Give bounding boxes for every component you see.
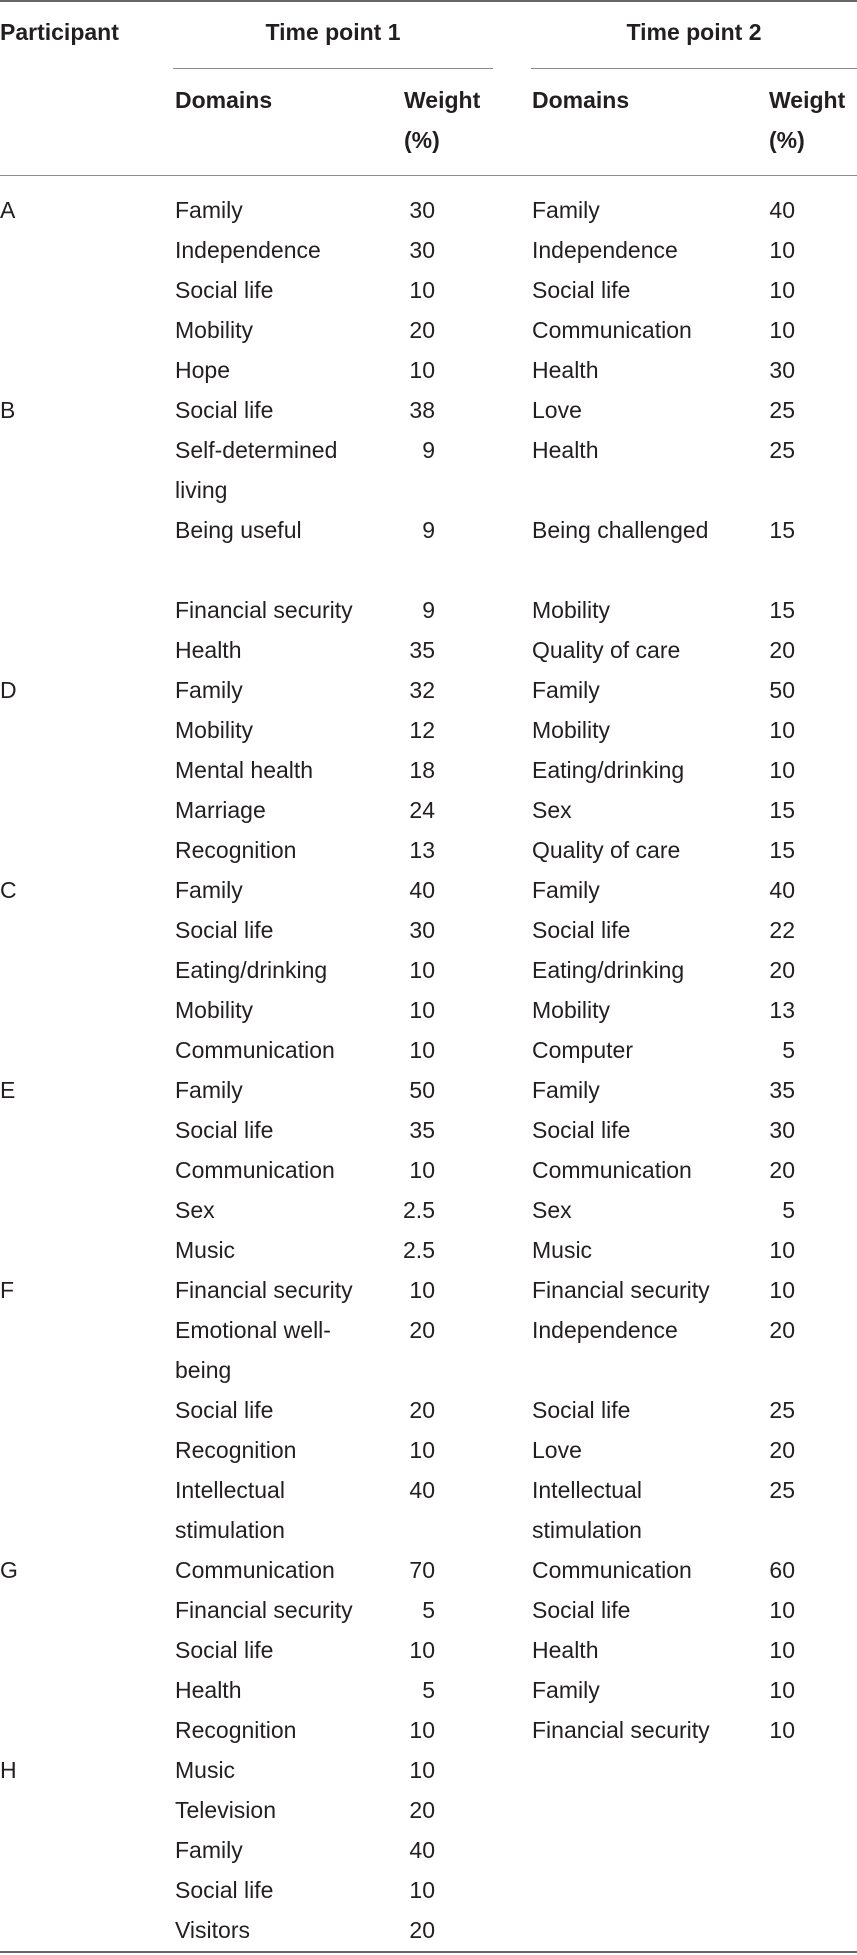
domain-tp1-cell: Health bbox=[175, 637, 242, 663]
domain-tp1-cell: Financial security bbox=[175, 1277, 353, 1303]
table-row bbox=[0, 630, 857, 670]
table-row bbox=[0, 1830, 857, 1870]
domain-tp2-cell: Financial security bbox=[532, 1717, 710, 1743]
bottom-rule bbox=[0, 1951, 857, 1953]
table-row bbox=[0, 270, 857, 310]
domain-tp2-cell: Love bbox=[532, 397, 582, 423]
domain-tp1-cell: Recognition bbox=[175, 1437, 297, 1463]
domain-tp2-cell: Music bbox=[532, 1237, 593, 1263]
weight-tp1-cell: 2.5 bbox=[403, 1197, 435, 1223]
weight-tp1-cell: 10 bbox=[409, 997, 435, 1023]
weight-tp2-cell: 20 bbox=[769, 1437, 795, 1463]
domain-tp1-cell: Mobility bbox=[175, 317, 253, 343]
participant-cell: D bbox=[0, 677, 17, 703]
header-participant: Participant bbox=[0, 19, 119, 45]
weight-tp2-cell: 30 bbox=[769, 1117, 795, 1143]
weight-tp2-cell: 10 bbox=[769, 1677, 795, 1703]
weight-tp2-cell: 20 bbox=[769, 1317, 795, 1343]
weight-tp2-cell: 40 bbox=[769, 877, 795, 903]
table-row bbox=[0, 1110, 857, 1150]
domain-tp1-cell: Emotional well-being bbox=[175, 1317, 331, 1383]
domain-tp2-cell: Independence bbox=[532, 1317, 678, 1343]
weight-tp1-cell: 40 bbox=[409, 1837, 435, 1863]
table-row bbox=[0, 1630, 857, 1670]
weight-tp1-cell: 30 bbox=[409, 237, 435, 263]
table-row bbox=[0, 1270, 857, 1310]
weight-tp2-cell: 15 bbox=[769, 597, 795, 623]
header-domains-tp1: Domains bbox=[175, 87, 273, 113]
domain-tp2-cell: Social life bbox=[532, 1397, 631, 1423]
table-row bbox=[0, 1390, 857, 1430]
table-row bbox=[0, 1590, 857, 1630]
table-row bbox=[0, 390, 857, 430]
weight-tp1-cell: 32 bbox=[409, 677, 435, 703]
domain-tp1-cell: Mobility bbox=[175, 997, 253, 1023]
domain-tp1-cell: Communication bbox=[175, 1037, 335, 1063]
domain-tp1-cell: Social life bbox=[175, 1637, 274, 1663]
domain-tp1-cell: Family bbox=[175, 677, 243, 703]
weight-tp2-cell: 25 bbox=[769, 1477, 795, 1503]
domain-tp2-cell: Mobility bbox=[532, 997, 610, 1023]
domain-tp2-cell: Communication bbox=[532, 1557, 692, 1583]
domain-tp2-cell: Social life bbox=[532, 277, 631, 303]
domain-tp2-cell: Computer bbox=[532, 1037, 633, 1063]
weight-tp2-cell: 5 bbox=[782, 1197, 795, 1223]
domain-tp1-cell: Mobility bbox=[175, 717, 253, 743]
weight-tp2-cell: 35 bbox=[769, 1077, 795, 1103]
weight-tp2-cell: 10 bbox=[769, 1597, 795, 1623]
table-row bbox=[0, 1670, 857, 1710]
weight-tp1-cell: 10 bbox=[409, 1277, 435, 1303]
table-row bbox=[0, 590, 857, 630]
weight-tp1-cell: 30 bbox=[409, 917, 435, 943]
participant-cell: E bbox=[0, 1077, 16, 1103]
table-row bbox=[0, 1470, 857, 1550]
table-row bbox=[0, 1070, 857, 1110]
weight-tp2-cell: 22 bbox=[769, 917, 795, 943]
weight-tp1-cell: 18 bbox=[409, 757, 435, 783]
domain-tp1-cell: Family bbox=[175, 197, 243, 223]
weight-tp1-cell: 9 bbox=[422, 517, 435, 543]
domain-tp2-cell: Health bbox=[532, 357, 599, 383]
header-time-point-2: Time point 2 bbox=[626, 19, 762, 45]
weight-tp1-cell: 40 bbox=[409, 1477, 435, 1503]
table-row bbox=[0, 1910, 857, 1950]
header-bottom-rule bbox=[0, 175, 857, 176]
table-row bbox=[0, 1150, 857, 1190]
table-row bbox=[0, 950, 857, 990]
weight-tp2-cell: 60 bbox=[769, 1557, 795, 1583]
weight-tp1-cell: 10 bbox=[409, 357, 435, 383]
domain-tp1-cell: Social life bbox=[175, 397, 274, 423]
weight-tp1-cell: 5 bbox=[422, 1597, 435, 1623]
time-point-1-span-rule bbox=[173, 68, 493, 69]
time-point-2-span-rule bbox=[531, 68, 857, 69]
participant-cell: A bbox=[0, 197, 16, 223]
table-row bbox=[0, 1750, 857, 1790]
domain-tp1-cell: Television bbox=[175, 1797, 276, 1823]
weight-tp1-cell: 10 bbox=[409, 1757, 435, 1783]
weight-tp1-cell: 35 bbox=[409, 1117, 435, 1143]
domain-tp2-cell: Sex bbox=[532, 1197, 572, 1223]
weight-tp1-cell: 13 bbox=[409, 837, 435, 863]
domain-tp2-cell: Intellectual stimulation bbox=[532, 1477, 642, 1543]
weight-tp2-cell: 15 bbox=[769, 517, 795, 543]
domain-tp1-cell: Social life bbox=[175, 917, 274, 943]
domain-tp1-cell: Social life bbox=[175, 1117, 274, 1143]
weight-tp2-cell: 10 bbox=[769, 277, 795, 303]
header-time-point-1: Time point 1 bbox=[265, 19, 401, 45]
weight-tp1-cell: 10 bbox=[409, 277, 435, 303]
domain-tp1-cell: Family bbox=[175, 1837, 243, 1863]
weight-tp1-cell: 20 bbox=[409, 1317, 435, 1343]
table-row bbox=[0, 1310, 857, 1390]
header-domains-tp2: Domains bbox=[532, 87, 630, 113]
domain-tp1-cell: Communication bbox=[175, 1557, 335, 1583]
domain-tp2-cell: Family bbox=[532, 1677, 600, 1703]
domain-tp2-cell: Sex bbox=[532, 797, 572, 823]
domain-tp1-cell: Financial security bbox=[175, 1597, 353, 1623]
domain-tp1-cell: Independence bbox=[175, 237, 321, 263]
header-weight-tp1: Weight (%) bbox=[404, 87, 481, 153]
weight-tp1-cell: 9 bbox=[422, 597, 435, 623]
weight-tp2-cell: 10 bbox=[769, 317, 795, 343]
domain-tp2-cell: Eating/drinking bbox=[532, 957, 685, 983]
weight-tp1-cell: 70 bbox=[409, 1557, 435, 1583]
table-row bbox=[0, 670, 857, 710]
header-weight-tp2: Weight (%) bbox=[769, 87, 846, 153]
domain-tp2-cell: Family bbox=[532, 877, 600, 903]
domain-tp2-cell: Communication bbox=[532, 1157, 692, 1183]
table-row bbox=[0, 430, 857, 510]
domain-tp2-cell: Social life bbox=[532, 1597, 631, 1623]
domain-tp1-cell: Family bbox=[175, 877, 243, 903]
domain-tp2-cell: Family bbox=[532, 197, 600, 223]
domain-tp2-cell: Family bbox=[532, 677, 600, 703]
domain-tp2-cell: Financial security bbox=[532, 1277, 710, 1303]
weight-tp2-cell: 20 bbox=[769, 957, 795, 983]
weight-tp1-cell: 10 bbox=[409, 1437, 435, 1463]
participant-cell: F bbox=[0, 1277, 15, 1303]
domain-tp1-cell: Music bbox=[175, 1237, 236, 1263]
domain-tp1-cell: Intellectual stimulation bbox=[175, 1477, 285, 1543]
weight-tp1-cell: 10 bbox=[409, 957, 435, 983]
weight-tp1-cell: 10 bbox=[409, 1157, 435, 1183]
weight-tp1-cell: 12 bbox=[409, 717, 435, 743]
table-row bbox=[0, 830, 857, 870]
weight-tp1-cell: 35 bbox=[409, 637, 435, 663]
weight-tp2-cell: 20 bbox=[769, 637, 795, 663]
weight-tp1-cell: 20 bbox=[409, 1397, 435, 1423]
table-row bbox=[0, 870, 857, 910]
weight-tp2-cell: 15 bbox=[769, 797, 795, 823]
weight-tp1-cell: 10 bbox=[409, 1637, 435, 1663]
table-row bbox=[0, 190, 857, 230]
weight-tp2-cell: 10 bbox=[769, 1637, 795, 1663]
weight-tp2-cell: 25 bbox=[769, 1397, 795, 1423]
domain-tp2-cell: Family bbox=[532, 1077, 600, 1103]
table-body bbox=[0, 190, 857, 1950]
table-row bbox=[0, 1190, 857, 1230]
table-row bbox=[0, 750, 857, 790]
weight-tp2-cell: 10 bbox=[769, 717, 795, 743]
table-row bbox=[0, 1550, 857, 1590]
participant-cell: B bbox=[0, 397, 16, 423]
domain-tp1-cell: Social life bbox=[175, 1397, 274, 1423]
top-rule bbox=[0, 0, 857, 2]
domain-tp2-cell: Quality of care bbox=[532, 637, 681, 663]
domain-tp1-cell: Music bbox=[175, 1757, 236, 1783]
weight-tp1-cell: 10 bbox=[409, 1717, 435, 1743]
weight-tp1-cell: 9 bbox=[422, 437, 435, 463]
weight-tp1-cell: 30 bbox=[409, 197, 435, 223]
domain-tp2-cell: Mobility bbox=[532, 717, 610, 743]
table-row bbox=[0, 1430, 857, 1470]
domain-tp1-cell: Sex bbox=[175, 1197, 215, 1223]
weight-tp1-cell: 38 bbox=[409, 397, 435, 423]
weight-tp2-cell: 15 bbox=[769, 837, 795, 863]
table-row bbox=[0, 230, 857, 270]
weight-tp2-cell: 10 bbox=[769, 1717, 795, 1743]
weight-tp1-cell: 20 bbox=[409, 1917, 435, 1943]
domain-tp1-cell: Family bbox=[175, 1077, 243, 1103]
weight-tp2-cell: 10 bbox=[769, 1237, 795, 1263]
domain-tp2-cell: Social life bbox=[532, 1117, 631, 1143]
table-row bbox=[0, 990, 857, 1030]
table-row bbox=[0, 710, 857, 750]
weight-tp1-cell: 40 bbox=[409, 877, 435, 903]
participant-cell: C bbox=[0, 877, 17, 903]
weight-tp1-cell: 10 bbox=[409, 1037, 435, 1063]
domain-tp1-cell: Recognition bbox=[175, 1717, 297, 1743]
weight-tp2-cell: 30 bbox=[769, 357, 795, 383]
weight-tp2-cell: 10 bbox=[769, 237, 795, 263]
weight-tp1-cell: 50 bbox=[409, 1077, 435, 1103]
domain-tp1-cell: Communication bbox=[175, 1157, 335, 1183]
domain-tp1-cell: Eating/drinking bbox=[175, 957, 328, 983]
weight-tp2-cell: 10 bbox=[769, 757, 795, 783]
weight-tp1-cell: 20 bbox=[409, 1797, 435, 1823]
domain-tp1-cell: Health bbox=[175, 1677, 242, 1703]
domain-tp1-cell: Social life bbox=[175, 1877, 274, 1903]
domain-tp1-cell: Self-determined living bbox=[175, 437, 338, 503]
domain-tp1-cell: Being useful bbox=[175, 517, 302, 543]
domain-tp2-cell: Health bbox=[532, 437, 599, 463]
domain-tp2-cell: Mobility bbox=[532, 597, 610, 623]
weight-tp2-cell: 50 bbox=[769, 677, 795, 703]
participant-cell: G bbox=[0, 1557, 18, 1583]
domain-tp2-cell: Independence bbox=[532, 237, 678, 263]
domain-tp2-cell: Being challenged bbox=[532, 517, 709, 543]
domain-tp1-cell: Financial security bbox=[175, 597, 353, 623]
weight-tp1-cell: 10 bbox=[409, 1877, 435, 1903]
participant-cell: H bbox=[0, 1757, 17, 1783]
weight-tp2-cell: 25 bbox=[769, 437, 795, 463]
domain-tp2-cell: Eating/drinking bbox=[532, 757, 685, 783]
domain-tp1-cell: Mental health bbox=[175, 757, 314, 783]
table-row bbox=[0, 1870, 857, 1910]
table-row bbox=[0, 510, 857, 590]
domain-tp1-cell: Hope bbox=[175, 357, 230, 383]
weight-tp1-cell: 5 bbox=[422, 1677, 435, 1703]
table-row bbox=[0, 310, 857, 350]
domain-tp2-cell: Love bbox=[532, 1437, 582, 1463]
table-row bbox=[0, 1710, 857, 1750]
table-row bbox=[0, 910, 857, 950]
weight-tp2-cell: 10 bbox=[769, 1277, 795, 1303]
table-row bbox=[0, 790, 857, 830]
table-row bbox=[0, 1230, 857, 1270]
weight-tp2-cell: 5 bbox=[782, 1037, 795, 1063]
weight-tp2-cell: 13 bbox=[769, 997, 795, 1023]
weight-tp1-cell: 24 bbox=[409, 797, 435, 823]
weight-tp1-cell: 20 bbox=[409, 317, 435, 343]
table-row bbox=[0, 1030, 857, 1070]
domain-tp2-cell: Quality of care bbox=[532, 837, 681, 863]
domain-tp1-cell: Social life bbox=[175, 277, 274, 303]
weight-tp2-cell: 20 bbox=[769, 1157, 795, 1183]
domain-tp2-cell: Communication bbox=[532, 317, 692, 343]
domain-tp2-cell: Health bbox=[532, 1637, 599, 1663]
domain-tp1-cell: Visitors bbox=[175, 1917, 250, 1943]
weight-tp2-cell: 40 bbox=[769, 197, 795, 223]
domain-tp2-cell: Social life bbox=[532, 917, 631, 943]
weight-tp1-cell: 2.5 bbox=[403, 1237, 435, 1263]
table-row bbox=[0, 1790, 857, 1830]
domain-tp1-cell: Marriage bbox=[175, 797, 266, 823]
weight-tp2-cell: 25 bbox=[769, 397, 795, 423]
domain-tp1-cell: Recognition bbox=[175, 837, 297, 863]
table-row bbox=[0, 350, 857, 390]
